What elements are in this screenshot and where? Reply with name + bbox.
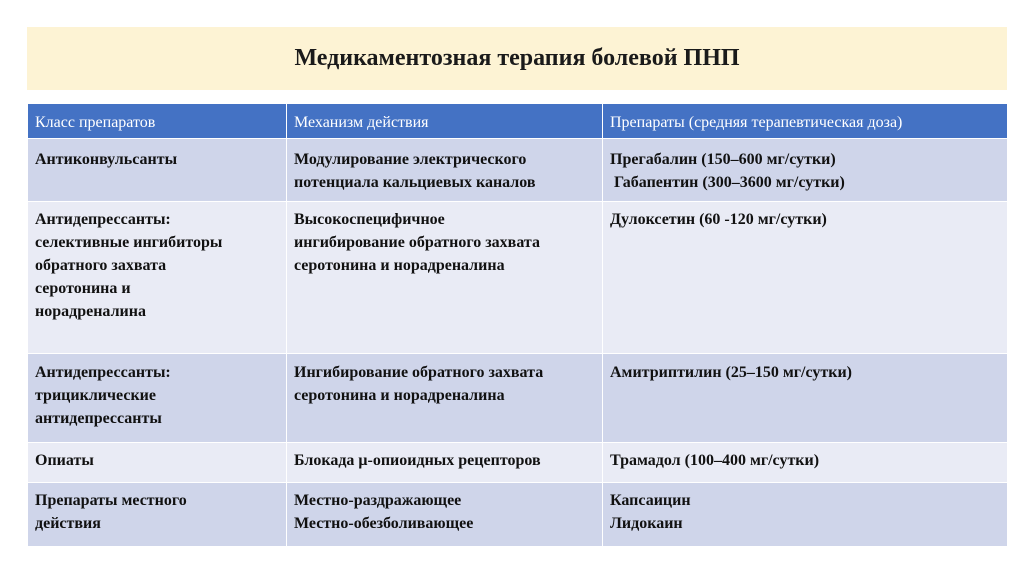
table-row: [28, 202, 1008, 354]
cell-line: норадреналина: [35, 303, 146, 320]
table-row: [28, 354, 1008, 443]
cell-line: селективные ингибиторы: [35, 234, 223, 251]
cell-mechanism: [287, 354, 603, 443]
cell-line: Высокоспецифичное: [294, 211, 445, 228]
cell-line: Капсаицин: [610, 492, 691, 509]
cell-line: серотонина и: [35, 280, 131, 297]
header-drug-class: Класс препаратов: [28, 104, 287, 139]
cell-line: Габапентин (300–3600 мг/сутки): [610, 174, 845, 191]
cell-drug-class: [28, 354, 287, 443]
cell-mechanism: [287, 202, 603, 354]
cell-mechanism: [287, 443, 603, 483]
cell-line: Блокада μ-опиоидных рецепторов: [294, 452, 541, 469]
header-mechanism: Механизм действия: [287, 104, 603, 139]
cell-drugs: [603, 202, 1008, 354]
table-row: [28, 443, 1008, 483]
therapy-table: [27, 103, 1008, 547]
cell-mechanism: [287, 139, 603, 202]
cell-line: обратного захвата: [35, 257, 167, 274]
cell-line: серотонина и норадреналина: [294, 387, 505, 404]
header-drugs: Препараты (средняя терапевтическая доза): [603, 104, 1008, 139]
cell-line: Модулирование электрического: [294, 151, 527, 168]
cell-line: Антидепрессанты:: [35, 211, 171, 228]
cell-mechanism: [287, 483, 603, 547]
cell-drug-class: [28, 443, 287, 483]
cell-line: Местно-раздражающее: [294, 492, 462, 509]
cell-line: Местно-обезболивающее: [294, 515, 474, 532]
cell-drugs: [603, 443, 1008, 483]
cell-line: Лидокаин: [610, 515, 683, 532]
cell-line: Прегабалин (150–600 мг/сутки): [610, 151, 836, 168]
cell-drug-class: [28, 483, 287, 547]
cell-drug-class: [28, 139, 287, 202]
cell-line: Антиконвульсанты: [35, 151, 178, 168]
cell-line: Амитриптилин (25–150 мг/сутки): [610, 364, 853, 381]
cell-drugs: [603, 354, 1008, 443]
cell-line: Ингибирование обратного захвата: [294, 364, 544, 381]
cell-drug-class: [28, 202, 287, 354]
cell-drugs: [603, 483, 1008, 547]
slide-title-bar: [27, 27, 1007, 90]
table-row: [28, 139, 1008, 202]
cell-line: Препараты местного: [35, 492, 187, 509]
cell-line: ингибирование обратного захвата: [294, 234, 540, 251]
cell-line: антидепрессанты: [35, 410, 162, 427]
cell-line: Антидепрессанты:: [35, 364, 171, 381]
cell-line: потенциала кальциевых каналов: [294, 174, 536, 191]
cell-line: Трамадол (100–400 мг/сутки): [610, 452, 820, 469]
cell-drugs: [603, 139, 1008, 202]
cell-line: Дулоксетин (60 -120 мг/сутки): [610, 211, 827, 228]
cell-line: действия: [35, 515, 101, 532]
table-row: [28, 483, 1008, 547]
cell-line: трициклические: [35, 387, 156, 404]
table-header-row: [28, 104, 1008, 139]
cell-line: серотонина и норадреналина: [294, 257, 505, 274]
cell-line: Опиаты: [35, 452, 94, 469]
slide-title: Медикаментозная терапия болевой ПНП: [294, 45, 740, 71]
